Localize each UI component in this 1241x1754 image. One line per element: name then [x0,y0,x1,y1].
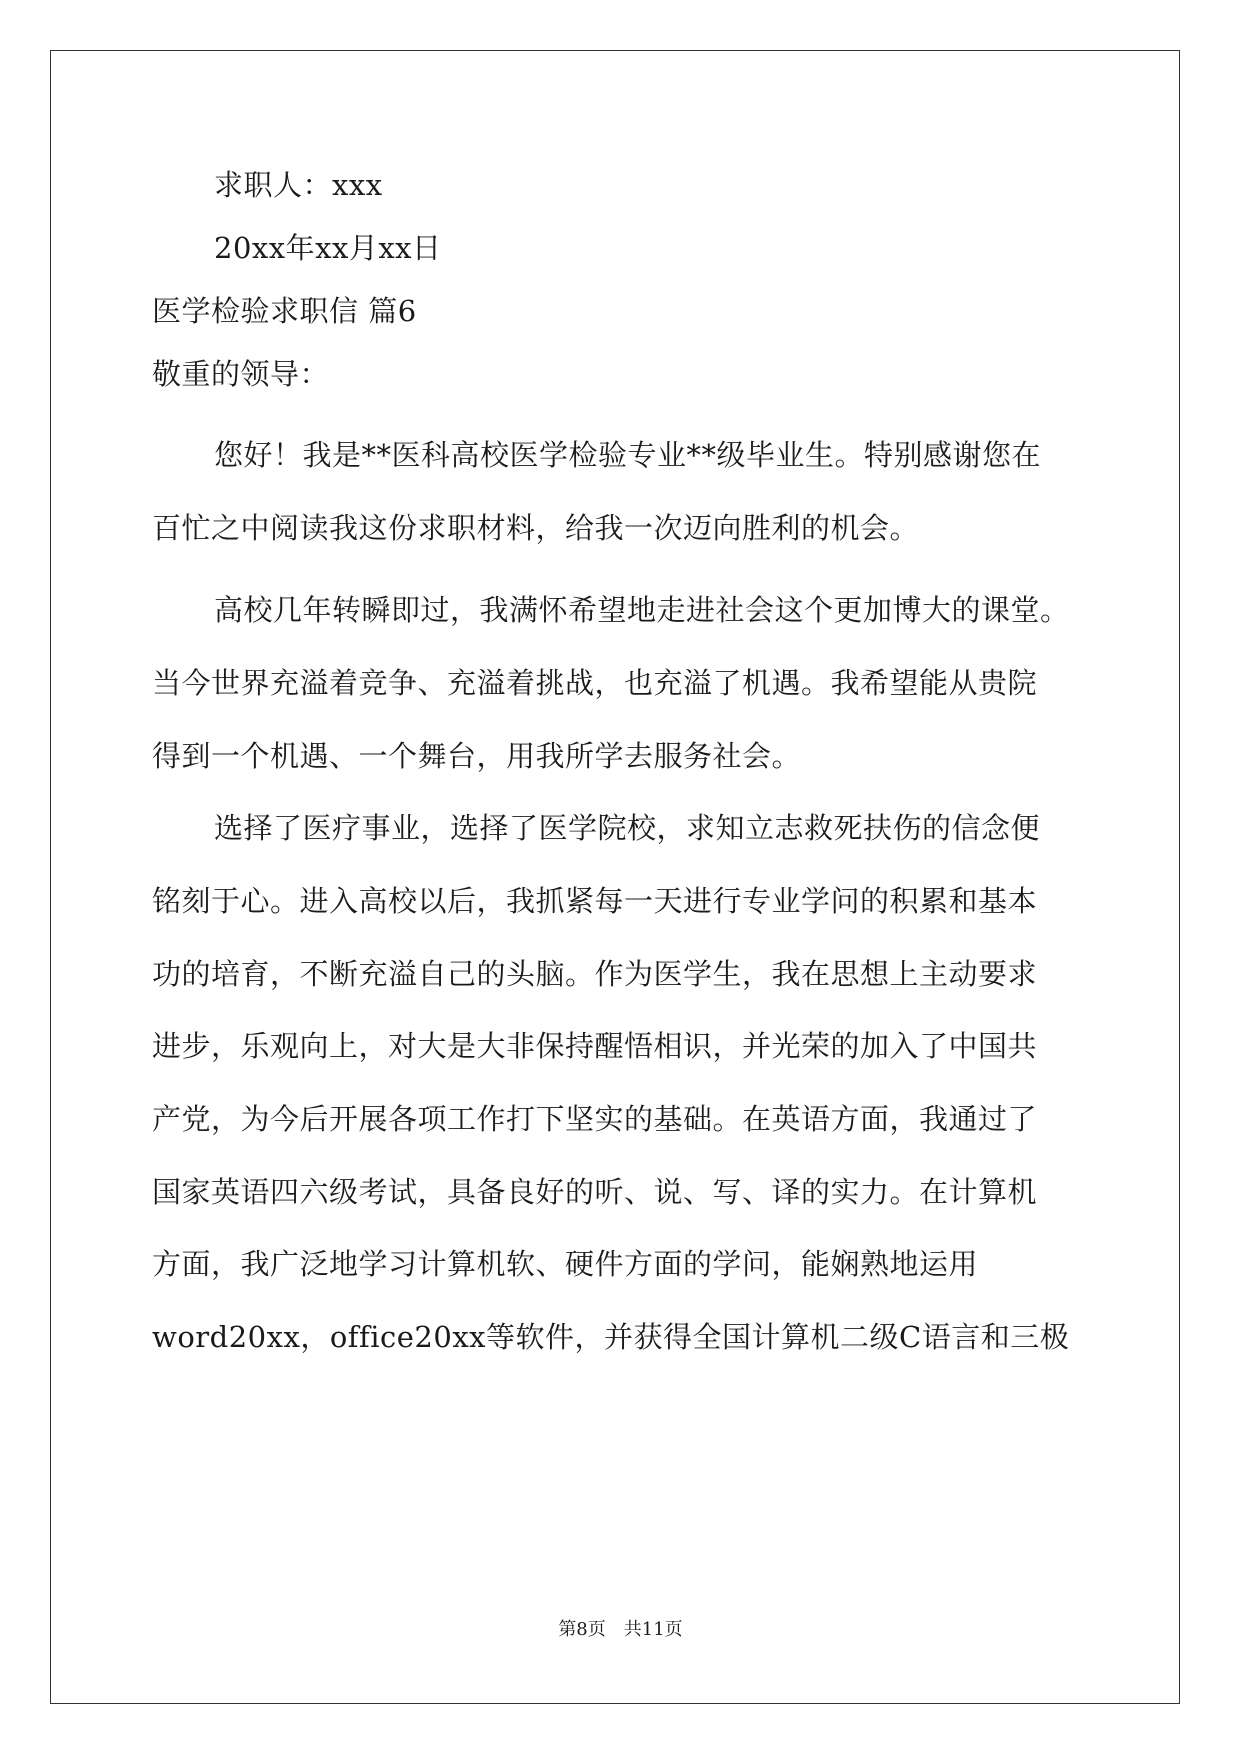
paragraph-line: 选择了医疗事业，选择了医学院校，求知立志救死扶伤的信念便 [214,811,1041,845]
page-number: 第8页 共11页 [558,1619,683,1640]
paragraph-line: 功的培育，不断充溢自己的头脑。作为医学生，我在思想上主动要求 [152,957,1038,991]
paragraph-line: 方面，我广泛地学习计算机软、硬件方面的学问，能娴熟地运用 [152,1247,979,1281]
paragraph-line: 产党，为今后开展各项工作打下坚实的基础。在英语方面，我通过了 [152,1102,1038,1136]
paragraph-line: 进步，乐观向上，对大是大非保持醒悟相识，并光荣的加入了中国共 [152,1029,1038,1063]
paragraph-line: 高校几年转瞬即过，我满怀希望地走进社会这个更加博大的课堂。 [214,593,1070,627]
paragraph-line: word20xx，office20xx等软件，并获得全国计算机二级C语言和三极 [152,1320,1070,1354]
salutation: 敬重的领导： [152,357,330,391]
paragraph-line: 您好！我是**医科高校医学检验专业**级毕业生。特别感谢您在 [214,438,1042,472]
paragraph-line: 当今世界充溢着竞争、充溢着挑战，也充溢了机遇。我希望能从贵院 [152,666,1038,700]
paragraph-line: 铭刻于心。进入高校以后，我抓紧每一天进行专业学问的积累和基本 [152,884,1038,918]
paragraph-line: 国家英语四六级考试，具备良好的听、说、写、译的实力。在计算机 [152,1175,1038,1209]
section-title: 医学检验求职信 篇6 [152,294,417,328]
signature-line: 求职人：xxx [214,168,383,202]
paragraph-line: 得到一个机遇、一个舞台，用我所学去服务社会。 [152,739,802,773]
date-line: 20xx年xx月xx日 [214,231,442,265]
paragraph-line: 百忙之中阅读我这份求职材料，给我一次迈向胜利的机会。 [152,511,920,545]
